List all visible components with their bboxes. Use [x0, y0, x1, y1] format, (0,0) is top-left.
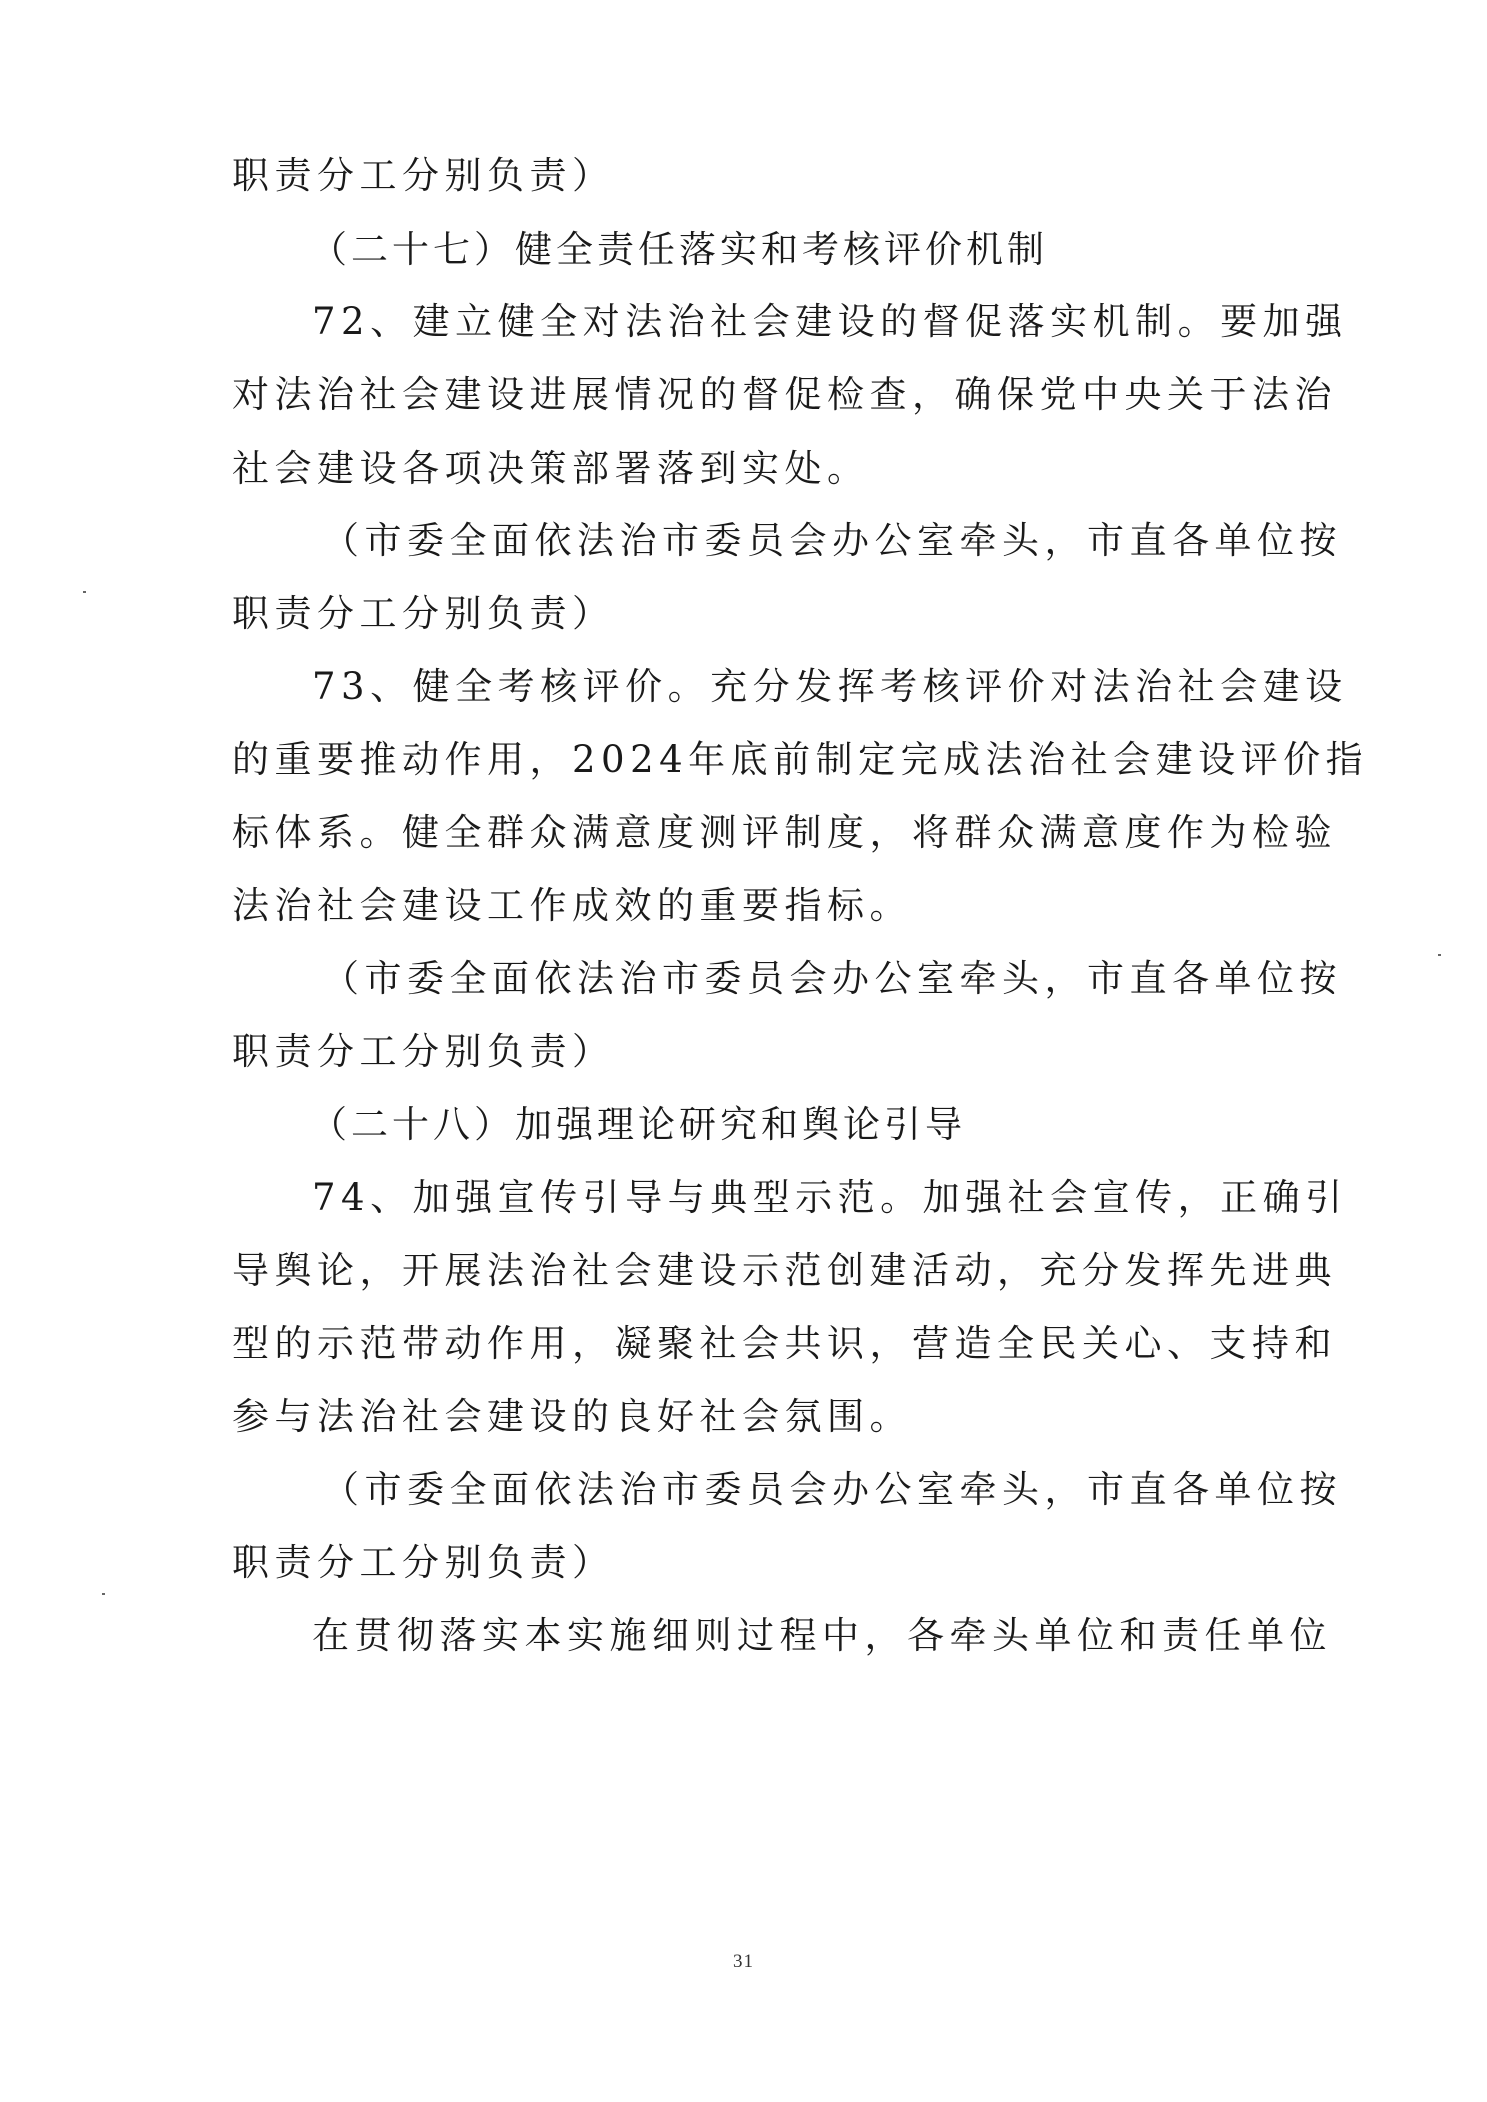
- text-line: 对法治社会建设进展情况的督促检查，确保党中央关于法治: [232, 373, 1337, 416]
- text-line: 社会建设各项决策部署落到实处。: [232, 447, 870, 490]
- page-number: 31: [733, 1951, 754, 1972]
- text-line: 参与法治社会建设的良好社会氛围。: [232, 1395, 912, 1438]
- text-line: 72、建立健全对法治社会建设的督促落实机制。要加强: [312, 300, 1348, 343]
- text-line: 职责分工分别负责）: [232, 592, 615, 635]
- text-line: 74、加强宣传引导与典型示范。加强社会宣传，正确引: [312, 1176, 1348, 1219]
- text-line: 73、健全考核评价。充分发挥考核评价对法治社会建设: [312, 665, 1348, 708]
- text-line: 法治社会建设工作成效的重要指标。: [232, 884, 912, 927]
- section-heading: （二十七）健全责任落实和考核评价机制: [310, 228, 1048, 271]
- text-line: 职责分工分别负责）: [232, 1541, 615, 1584]
- scan-speck: [102, 1593, 105, 1595]
- responsibility-note: （市委全面依法治市委员会办公室牵头，市直各单位按: [322, 519, 1342, 562]
- scan-speck: [1438, 954, 1441, 956]
- text-line: 的重要推动作用，2024年底前制定完成法治社会建设评价指: [232, 738, 1369, 781]
- text-line: 职责分工分别负责）: [232, 154, 615, 197]
- text-line: 在贯彻落实本实施细则过程中，各牵头单位和责任单位: [312, 1614, 1332, 1657]
- scan-speck: [83, 591, 86, 593]
- text-line: 职责分工分别负责）: [232, 1030, 615, 1073]
- text-line: 型的示范带动作用，凝聚社会共识，营造全民关心、支持和: [232, 1322, 1337, 1365]
- responsibility-note: （市委全面依法治市委员会办公室牵头，市直各单位按: [322, 957, 1342, 1000]
- section-heading: （二十八）加强理论研究和舆论引导: [310, 1103, 966, 1146]
- text-line: 导舆论，开展法治社会建设示范创建活动，充分发挥先进典: [232, 1249, 1337, 1292]
- responsibility-note: （市委全面依法治市委员会办公室牵头，市直各单位按: [322, 1468, 1342, 1511]
- text-line: 标体系。健全群众满意度测评制度，将群众满意度作为检验: [232, 811, 1337, 854]
